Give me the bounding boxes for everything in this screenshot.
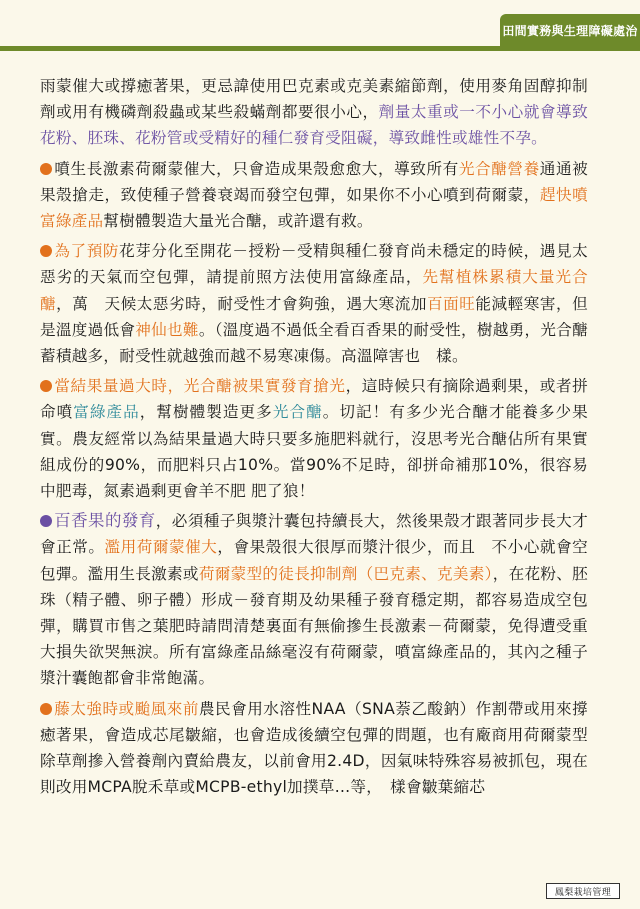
p4-highlight-3: 光合醣 — [272, 403, 323, 422]
p4-highlight-2: 富綠產品 — [73, 403, 140, 422]
header-tab — [500, 14, 640, 46]
p3-highlight-4: 神仙也難 — [135, 320, 199, 339]
p5-highlight-1: 濫用荷爾蒙催大 — [104, 538, 218, 557]
article-body — [40, 73, 588, 804]
p3-highlight-2: 先幫植株累積大量光合醣 — [40, 268, 588, 313]
footer-label-box — [546, 883, 620, 899]
p3-highlight-3: 百面旺 — [426, 294, 476, 313]
paragraph-1 — [40, 73, 588, 152]
p2-highlight-1: 光合醣營養 — [458, 159, 540, 178]
p4-highlight-1: 當結果量過大時，光合醣被果實發育搶光 — [54, 377, 346, 396]
paragraph-2 — [40, 156, 588, 235]
header-rule — [0, 46, 640, 51]
p3-text-4: 。（溫度過不過低全看百香果的耐受性，樹越勇，光合醣蓄積越多，耐受性就越強而越不易寒凍傷。高溫障害也 樣。 — [40, 320, 588, 366]
p2-text-3: 幫樹體製造大量光合醣，或許還有救。 — [103, 212, 373, 231]
bullet-dot-icon — [40, 245, 52, 257]
p3-text-1: 花芽分化至開花－授粉－受精與種仁發育尚未穩定的時候，遇見太惡劣的天氣而空包彈，請提前照方法使用富綠產品， — [40, 242, 588, 287]
p5-text-1: ，必須種子與漿汁囊包持續長大，然後果殼才跟著同步長大才會正常。 — [40, 512, 588, 557]
p2-highlight-2: 趕快噴富綠產品 — [40, 185, 588, 231]
p3-text-2: ，萬 天候太惡劣時，耐受性才會夠強，遇大寒流加 — [56, 294, 427, 313]
bullet-dot-icon — [40, 380, 52, 392]
p3-text-3: 能減輕寒害，但是溫度過低會 — [40, 294, 588, 339]
p3-highlight-1: 為了預防 — [54, 242, 120, 261]
p2-text-2: 通通被果殼搶走，致使種子營養衰竭而發空包彈，如果你不小心噴到荷爾蒙， — [40, 159, 588, 204]
p5-highlight-2: 荷爾蒙型的徒長抑制劑（巴克素、克美素） — [198, 564, 493, 583]
p6-highlight-1: 藤太強時或颱風來前 — [54, 699, 199, 718]
p4-text-3: 。切記！有多少光合醣才能養多少果實。農友經常以為結果量過大時只要多施肥料就行，沒思考光合醣佔所有果實組成份的90%，而肥料只占10%。當90%不足時，卻拼命補那10%，很容易中肥毒，氮素過剩更會羊不肥 肥了狼！ — [40, 403, 588, 501]
p5-text-2: ，會果殼很大很厚而漿汁很少，而且 不小心就會空包彈。濫用生長激素或 — [40, 538, 588, 583]
bullet-dot-icon — [40, 703, 52, 715]
paragraph-4 — [40, 373, 588, 504]
p4-text-1: ，這時候只有摘除過剩果，或者拼命噴 — [40, 377, 588, 422]
p1-text-1: 雨蒙催大或撐癒著果，更忌諱使用巴克素或克美素縮節劑，使用麥角固醇抑制劑或用有機磷劑殺蟲或某些殺蟎劑都要很小心， — [40, 77, 588, 122]
paragraph-5 — [40, 508, 588, 691]
bullet-dot-icon — [40, 515, 52, 527]
p2-text-1: 噴生長激素荷爾蒙催大，只會造成果殼愈愈大，導致所有 — [54, 159, 459, 178]
header-title: 田間實務與生理障礙處治 — [502, 23, 638, 38]
p5-text-3: ，在花粉、胚珠（精子體、卵子體）形成－發育期及幼果種子發育穩定期，都容易造成空包彈，購買市售之葉肥時請問清楚裏面有無偷摻生長激素－荷爾蒙，免得遭受重大損失欲哭無淚。所有富綠產品絲毫沒有荷爾蒙，噴富綠產品的，其內之種子漿汁囊飽都會非常飽滿。 — [40, 564, 588, 688]
bullet-dot-icon — [40, 163, 52, 175]
p6-text-1: 農民會用水溶性NAA（SNA萘乙酸鈉）作割帶或用來撐癒著果，會造成芯尾皺縮，也會造成後續空包彈的問題，也有廠商用荷爾蒙型除草劑摻入營養劑內賣給農友，以前會用2.4D，因氣味特殊容易被抓包，現在則改用MCPA脫禾草或MCPB-ethyl加撲草…等， 樣會皺葉縮芯 — [40, 699, 588, 797]
p5-heading: 百香果的發育 — [54, 511, 156, 531]
paragraph-6 — [40, 696, 588, 801]
p1-highlight-1: 劑量太重或一不小心就會導致花粉、胚珠、花粉管或受精好的種仁發育受阻礙，導致雌性或雄性不孕。 — [40, 103, 588, 148]
footer-label: 鳳梨栽培管理 — [554, 887, 612, 898]
p4-text-2: ，幫樹體製造更多 — [139, 403, 273, 422]
paragraph-3 — [40, 238, 588, 369]
